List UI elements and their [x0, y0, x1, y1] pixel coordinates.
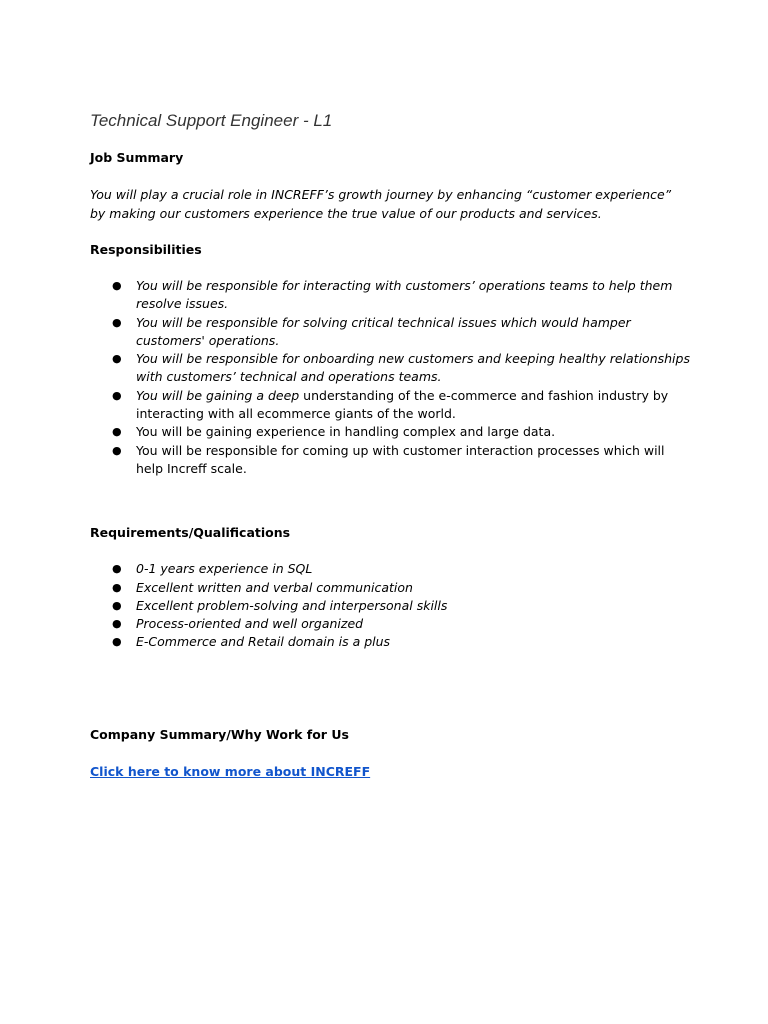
list-item [90, 387, 690, 424]
page-title: Technical Support Engineer - L1 [90, 111, 333, 130]
bullet-icon: ● [112, 443, 122, 457]
bullet-icon: ● [112, 580, 122, 594]
list-item-italic: You will be gaining a deep [136, 387, 304, 403]
bullet-icon: ● [112, 617, 122, 631]
list-item-text: You will be responsible for coming up with customer interaction processes which will help Increff scale. [136, 442, 665, 476]
list-item-text: Excellent problem-solving and interpersonal skills [136, 597, 448, 613]
list-item-italic: You will be responsible for interacting with customers’ operations teams to help them resolve issues. [136, 278, 673, 312]
bullet-icon: ● [112, 562, 122, 576]
list-item [90, 560, 690, 578]
company-summary-heading: Company Summary/Why Work for Us [90, 726, 349, 742]
know-more-link[interactable]: Click here to know more about INCREFF [90, 763, 371, 779]
document-page [90, 110, 690, 781]
list-item-text: understanding of the e-commerce and fashion industry by interacting with all ecommerce giants of the world. [136, 387, 669, 422]
list-item [90, 350, 690, 387]
list-item-italic: You will be responsible for solving critical technical issues which would hamper customers' operations. [136, 314, 631, 348]
list-item-text: Excellent written and verbal communication [136, 579, 413, 595]
bullet-icon: ● [112, 279, 122, 292]
list-item-text: 0-1 years experience in SQL [136, 561, 313, 577]
bullet-icon: ● [112, 635, 122, 649]
bullet-icon: ● [112, 598, 122, 612]
bullet-icon: ● [112, 315, 122, 329]
bullet-icon: ● [112, 425, 122, 439]
requirements-list [90, 560, 690, 651]
list-item [90, 615, 690, 633]
job-summary-heading: Job Summary [90, 150, 184, 165]
list-item-italic: You will be responsible for onboarding new customers and keeping healthy relationships with customers’ technical and operations teams. [136, 351, 690, 385]
list-item-text: Process-oriented and well organized [136, 616, 364, 632]
list-item [90, 597, 690, 615]
bullet-icon: ● [112, 352, 122, 366]
list-item [90, 277, 690, 314]
requirements-heading: Requirements/Qualifications [90, 525, 291, 541]
bullet-icon: ● [112, 388, 122, 402]
responsibilities-list [90, 277, 690, 478]
list-item [90, 314, 690, 351]
list-item [90, 633, 690, 651]
list-item [90, 442, 690, 479]
list-item-text: You will be gaining experience in handling complex and large data. [136, 424, 556, 440]
job-summary-text: You will play a crucial role in INCREFF’s growth journey by enhancing “customer experience” by making our customers experience the true value of our products and services. [90, 187, 672, 221]
list-item [90, 423, 690, 441]
list-item [90, 579, 690, 597]
responsibilities-heading: Responsibilities [90, 242, 202, 257]
list-item-text: E-Commerce and Retail domain is a plus [136, 634, 391, 650]
